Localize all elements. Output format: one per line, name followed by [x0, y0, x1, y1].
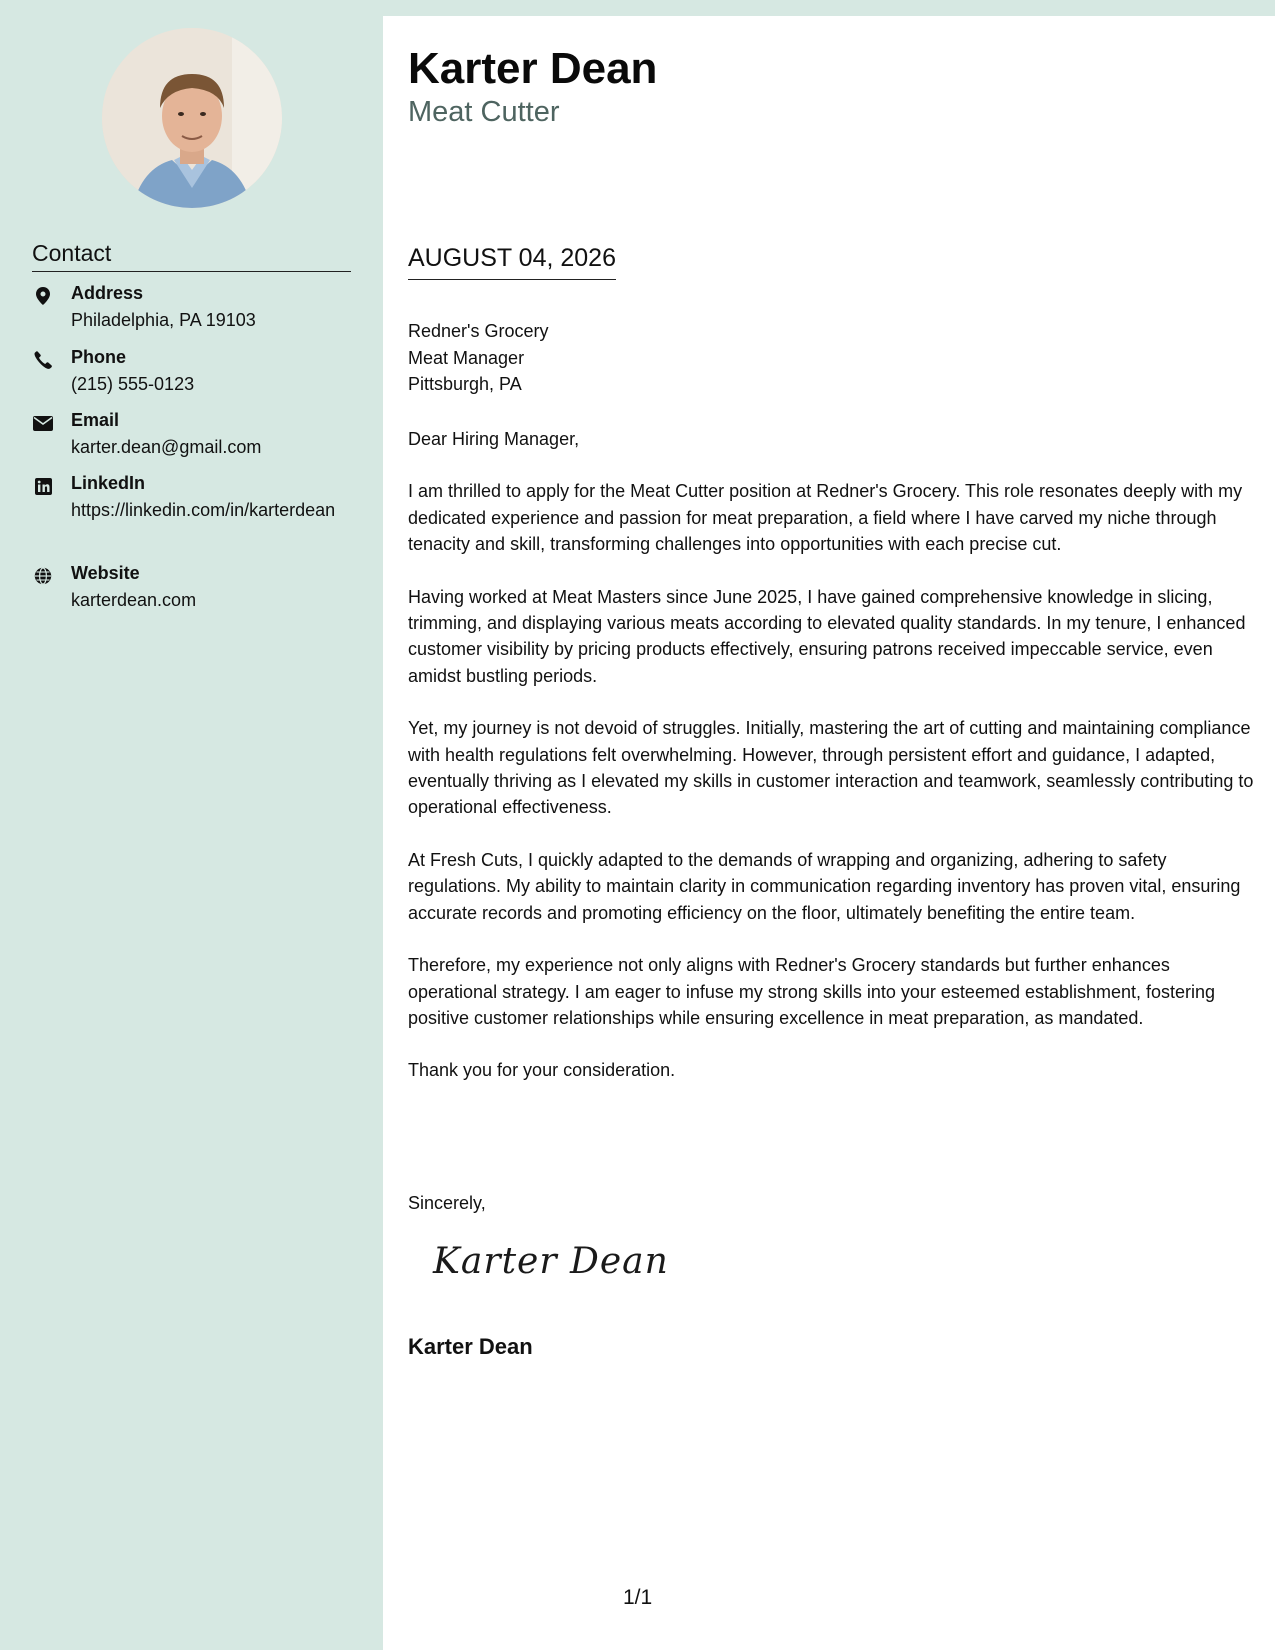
page-number: 1/1: [623, 1586, 653, 1609]
contact-label: Website: [71, 563, 140, 583]
contact-value[interactable]: karterdean.com: [71, 590, 197, 610]
globe-icon: [32, 565, 54, 587]
contact-label: Email: [71, 410, 120, 430]
linkedin-icon: [32, 475, 54, 497]
paragraph: Therefore, my experience not only aligns with Redner's Grocery standards but further enhances operational strategy. I am eager to infuse my strong skills into your esteemed establishment, fostering positive customer relationships while ensuring excellence in meat preparation, as mandated.: [408, 955, 1216, 1028]
signature: Karter Dean: [433, 1241, 669, 1282]
letter-body: [408, 426, 1258, 1110]
paragraph: Having worked at Meat Masters since June 2025, I have gained comprehensive knowledge in slicing, trimming, and displaying various meats according to elevated quality standards. In my tenure, I enhanced customer visibility by pricing products effectively, ensuring patrons received impeccable service, even amidst bustling periods.: [408, 586, 1246, 686]
contact-label: Phone: [71, 347, 127, 367]
recipient-block: [408, 318, 548, 398]
phone-icon: [32, 349, 54, 371]
letter-main: [383, 16, 1275, 1650]
signoff-name: Karter Dean: [408, 1334, 533, 1359]
envelope-icon: [32, 412, 54, 434]
recipient-location: Pittsburgh, PA: [408, 374, 522, 394]
paragraph: Yet, my journey is not devoid of struggles. Initially, mastering the art of cutting and maintaining compliance with health regulations felt overwhelming. However, through persistent effort and guidance, I adapted, eventually thriving as I elevated my skills in customer interaction and teamwork, seamlessly contributing to operational effectiveness.: [408, 718, 1254, 818]
letter-date: AUGUST 04, 2026: [408, 244, 616, 280]
contact-heading: Contact: [32, 240, 351, 272]
recipient-company: Redner's Grocery: [408, 321, 549, 341]
paragraph: Thank you for your consideration.: [408, 1060, 676, 1081]
profile-photo: [102, 28, 282, 208]
contact-label: Address: [71, 283, 144, 303]
paragraph: I am thrilled to apply for the Meat Cutter position at Redner's Grocery. This role resonates deeply with my dedicated experience and passion for meat preparation, a field where I have carved my niche through tenacity and skill, transforming challenges into opportunities with each precise cut.: [408, 481, 1243, 555]
contact-value: (215) 555-0123: [71, 374, 195, 394]
applicant-name: Karter Dean: [408, 44, 658, 93]
contact-value: Philadelphia, PA 19103: [71, 310, 256, 330]
map-pin-icon: [32, 285, 54, 307]
contact-label: LinkedIn: [71, 473, 146, 493]
applicant-role: Meat Cutter: [408, 96, 560, 128]
contact-value[interactable]: https://linkedin.com/in/karterdean: [71, 500, 336, 520]
contact-value: karter.dean@gmail.com: [71, 437, 262, 457]
salutation: Dear Hiring Manager,: [408, 429, 580, 449]
avatar: [102, 28, 282, 208]
recipient-title: Meat Manager: [408, 347, 525, 368]
sidebar: [0, 0, 383, 1650]
paragraph: At Fresh Cuts, I quickly adapted to the demands of wrapping and organizing, adhering to safety regulations. My ability to maintain clarity in communication regarding inventory has proven vital, ensuring accurate records and promoting efficiency on the floor, ultimately benefiting the entire team.: [408, 849, 1241, 923]
closing: Sincerely,: [408, 1193, 486, 1213]
